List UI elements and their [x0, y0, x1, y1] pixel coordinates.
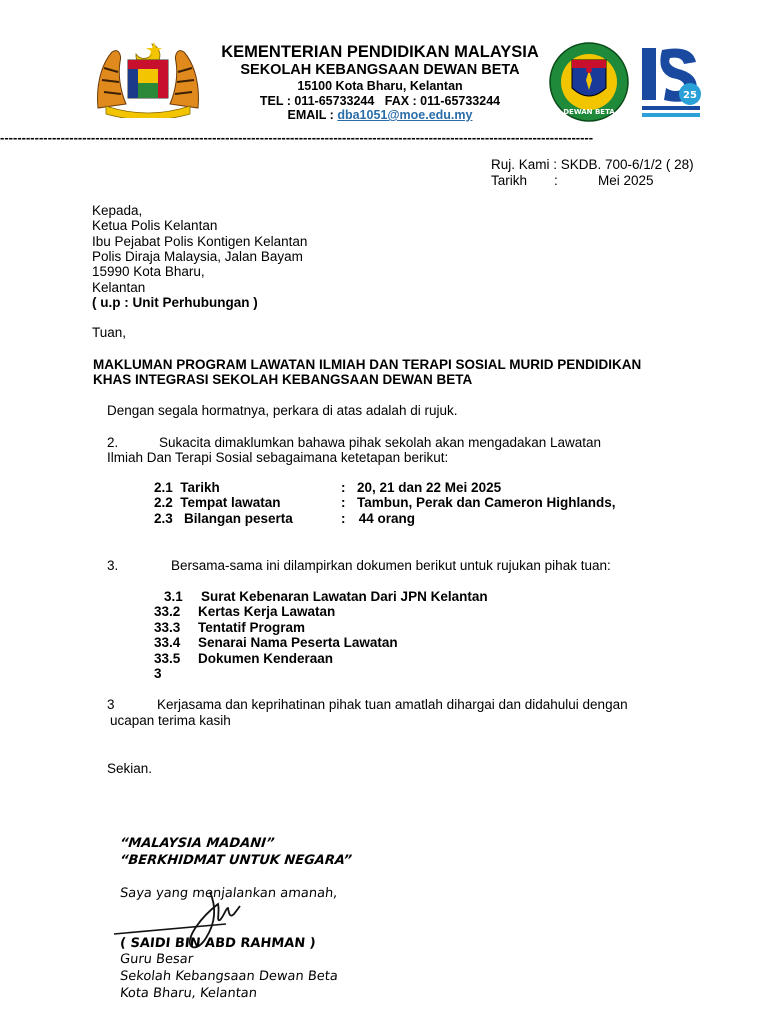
attachment-number: 33.2 [154, 604, 181, 619]
attachment-number: 3.1 [164, 589, 183, 604]
paragraph-2-line-1: Sukacita dimaklumkan bahawa pihak sekolah akan mengadakan Lawatan [159, 435, 602, 450]
signatory-title: Guru Besar [119, 952, 194, 967]
detail-label: 2.2 Tempat lawatan [154, 495, 281, 510]
attachment-number: 3 [154, 666, 162, 681]
recipient-line: Kepada, [92, 203, 143, 218]
badge-text: DEWAN BETA [563, 108, 615, 116]
program-logo-icon [636, 40, 706, 122]
header-divider: ----------------------------------------------------------------------------------------------------------------------------------------- [0, 130, 594, 145]
email-label: EMAIL : [287, 108, 338, 122]
motto-2: “BERKHIDMAT UNTUK NEGARA” [119, 853, 353, 868]
school-name: SEKOLAH KEBANGSAAN DEWAN BETA [240, 62, 520, 78]
malaysia-coat-of-arms-icon [92, 38, 204, 118]
paragraph-1: Dengan segala hormatnya, perkara di atas adalah di rujuk. [107, 403, 458, 418]
paragraph-4-line-1: Kerjasama dan keprihatinan pihak tuan amatlah dihargai dan didahului dengan [157, 697, 628, 712]
program-number: 25 [683, 90, 697, 101]
detail-label: 2.3 Bilangan peserta [154, 511, 293, 526]
paragraph-2-number: 2. [107, 435, 119, 450]
signatory-name: ( SAIDI BIN ABD RAHMAN ) [119, 936, 317, 951]
date-label: Tarikh [491, 173, 528, 188]
phone-fax: TEL : 011-65733244 FAX : 011-65733244 [259, 94, 501, 108]
detail-value: 20, 21 dan 22 Mei 2025 [357, 480, 502, 495]
attachment-number: 33.4 [154, 635, 181, 650]
detail-separator: : [341, 495, 346, 510]
subject-line-2: KHAS INTEGRASI SEKOLAH KEBANGSAAN DEWAN BETA [93, 372, 473, 387]
detail-label: 2.1 Tarikh [154, 480, 220, 495]
motto-1: “MALAYSIA MADANI” [119, 836, 276, 851]
attachment-number: 33.3 [154, 620, 181, 635]
attachment-text: Dokumen Kenderaan [198, 651, 334, 666]
recipient-attention: ( u.p : Unit Perhubungan ) [92, 295, 258, 310]
attachment-text: Senarai Nama Peserta Lawatan [198, 635, 398, 650]
paragraph-4-line-2: ucapan terima kasih [110, 713, 231, 728]
paragraph-3-number: 3. [107, 558, 119, 573]
trust-line: Saya yang menjalankan amanah, [119, 886, 339, 901]
ministry-title: KEMENTERIAN PENDIDIKAN MALAYSIA [221, 43, 539, 61]
email-line [200, 108, 560, 122]
detail-separator: : [341, 480, 346, 495]
email-link[interactable]: dba1051@moe.edu.my [337, 108, 473, 122]
school-badge-icon [548, 40, 630, 124]
recipient-line: Ibu Pejabat Polis Kontigen Kelantan [92, 234, 308, 249]
recipient-line: 15990 Kota Bharu, [92, 264, 205, 279]
recipient-line: Polis Diraja Malaysia, Jalan Bayam [92, 249, 303, 264]
attachment-number: 33.5 [154, 651, 181, 666]
signatory-location: Kota Bharu, Kelantan [119, 986, 258, 1001]
recipient-line: Ketua Polis Kelantan [92, 218, 218, 233]
attachment-text: Surat Kebenaran Lawatan Dari JPN Kelantan [201, 589, 488, 604]
date-value: Mei 2025 [598, 173, 654, 188]
attachment-text: Tentatif Program [198, 620, 306, 635]
paragraph-2-line-2: Ilmiah Dan Terapi Sosial sebagaimana ketetapan berikut: [107, 450, 449, 465]
salutation: Tuan, [92, 325, 127, 340]
closing: Sekian. [107, 761, 153, 776]
attachment-text: Kertas Kerja Lawatan [198, 604, 336, 619]
recipient-line: Kelantan [92, 280, 146, 295]
detail-value: 44 orang [355, 511, 416, 526]
subject-line-1: MAKLUMAN PROGRAM LAWATAN ILMIAH DAN TERAPI SOSIAL MURID PENDIDIKAN [93, 357, 642, 372]
signatory-school: Sekolah Kebangsaan Dewan Beta [119, 969, 339, 984]
date-separator: : [554, 173, 558, 188]
reference-number: Ruj. Kami : SKDB. 700-6/1/2 ( 28) [491, 157, 694, 172]
detail-separator: : [341, 511, 346, 526]
paragraph-3-text: Bersama-sama ini dilampirkan dokumen berikut untuk rujukan pihak tuan: [171, 558, 611, 573]
detail-value: Tambun, Perak dan Cameron Highlands, [357, 495, 616, 510]
paragraph-4-number: 3 [107, 697, 115, 712]
school-address: 15100 Kota Bharu, Kelantan [297, 79, 463, 93]
